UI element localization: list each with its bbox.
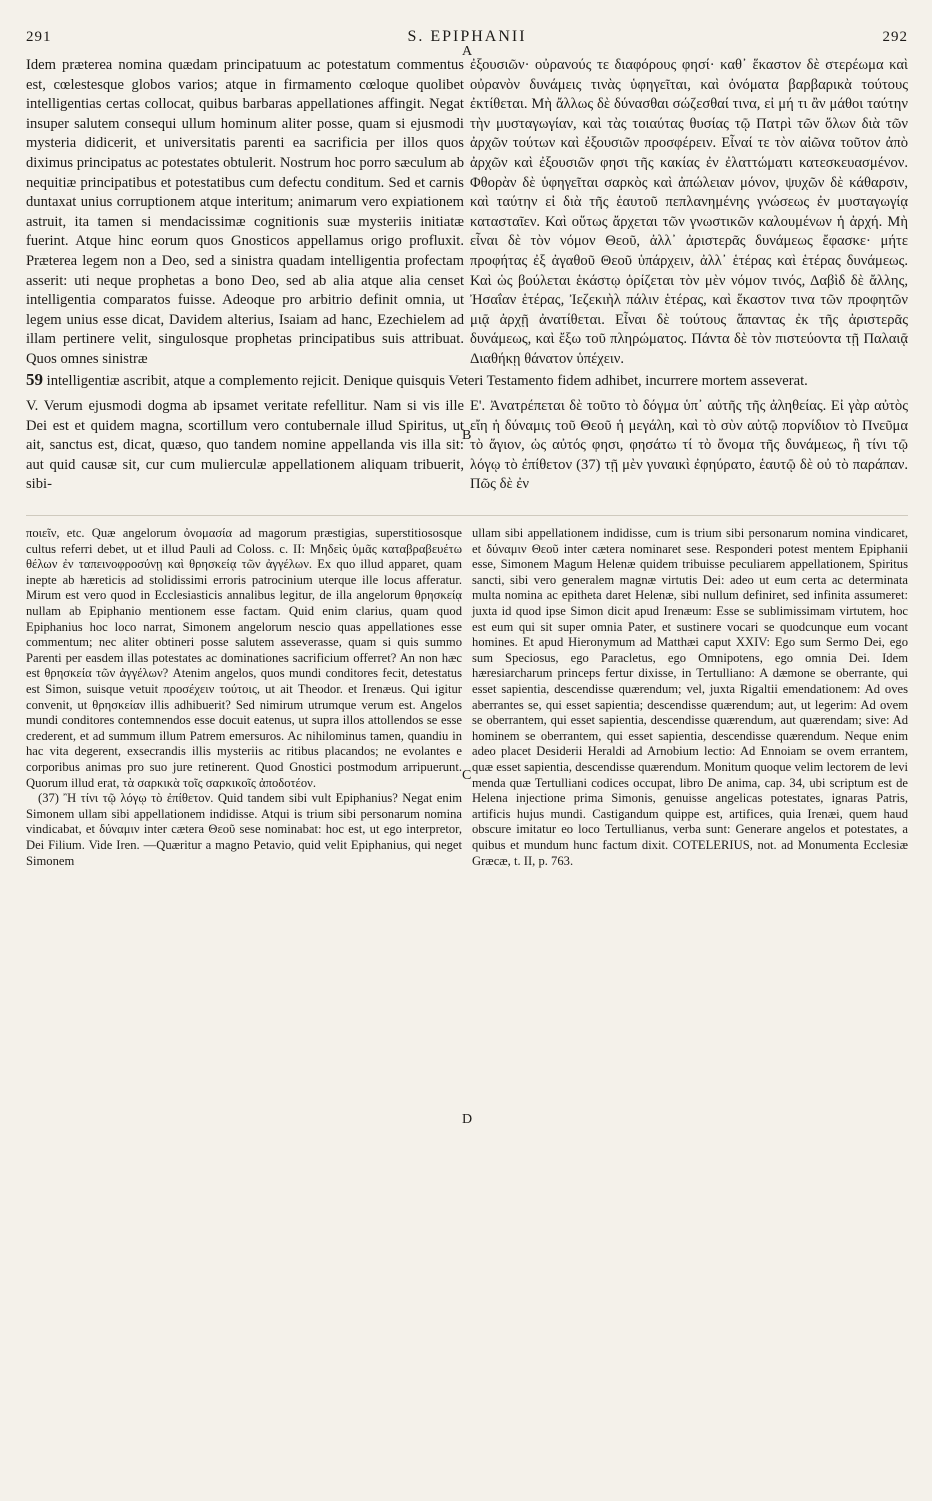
continuation-line (26, 370, 908, 392)
page-number-right: 292 (882, 29, 908, 45)
page-number-left: 291 (26, 29, 52, 45)
footnotes-right-column (472, 526, 908, 869)
greek-column (470, 56, 908, 370)
footnote-37: (37) Ἢ τίνι τῷ λόγῳ τὸ ἐπίθετον. Quid tandem sibi vult Epiphanius? Negat enim Simonem ullam sibi appellationem indidisse. Atqui is trium sibi personarum nomina vindicabat, et δύναμιν inter cætera Θεοῦ sese nominabat: hoc est, ut ego interpretor, Dei Filium. Vide Iren. —Quæritur a magno Petavio, quid velit Epiphanius, qui neget Simonem (26, 791, 462, 868)
page-marker: 59 (26, 369, 43, 389)
continuation-text: intelligentiæ ascribit, atque a complemento rejicit. Denique quisquis Veteri Testamento fidem adhibet, incurrere mortem asseverat. (46, 372, 808, 389)
greek-section-v-text: Ε'. Ἀνατρέπεται δὲ τοῦτο τὸ δόγμα ὑπ᾽ αὐτῆς τῆς ἀληθείας. Εἰ γὰρ αὐτὸς εἴη ἡ δύναμις τοῦ Θεοῦ ἡ μεγάλη, καὶ τὸ σὺν αὐτῷ πορνίδιον τὸ Πνεῦμα τὸ ἅγιον, ὡς αὐτός φησι, φησάτω τί τὸ ὄνομα τῆς δυνάμεως, ἢ τίνι τῷ λόγῳ τὸ ἐπίθετον (37) τῇ μὲν γυναικὶ ἐφηύρατο, ἑαυτῷ δὲ οὐ τὸ παράπαν. Πῶς δὲ ἐν (470, 398, 908, 493)
running-title: S. EPIPHANII (407, 28, 527, 45)
greek-paragraph: ἐξουσιῶν· οὐρανούς τε διαφόρους φησί· καθ᾽ ἕκαστον δὲ στερέωμα καὶ οὐρανὸν δυνάμεις τινὰς ὑφηγεῖται, καὶ ὀνόματα βαρβαρικὰ τούτους ἐκτίθεται. Μὴ ἄλλως δὲ δύνασθαι σώζεσθαί τινα, εἰ μή τι ἂν μάθοι ταύτην τὴν μυσταγωγίαν, καὶ τὰς τοιαύτας θυσίας τῷ Πατρὶ τῶν ὅλων διὰ τῶν ἀρχῶν τούτων καὶ ἐξουσιῶν προσφέρειν. Εἶναί τε τὸν αἰῶνα τοῦτον ἀπὸ ἀρχῶν καὶ ἐξουσιῶν φησι τῆς κακίας ἐν ἐλαττώματι κατεσκευασμένον. Φθορὰν δὲ ὑφηγεῖται σαρκὸς καὶ ἀπώλειαν μόνον, ψυχῶν δὲ κάθαρσιν, καὶ ταύτην εἰ διὰ τῆς ἑαυτοῦ πεπλανημένης γνώσεως ἐν μυσταγωγίᾳ κατασταῖεν. Καὶ οὕτως ἄρχεται τῶν γνωστικῶν καλουμένων ἡ ἀρχή. Μὴ εἶναι δὲ τὸν νόμον Θεοῦ, ἀλλ᾽ ἀριστερᾶς δυνάμεως ἔφασκε· μήτε προφήτας ἐξ ἀγαθοῦ Θεοῦ ὑπάρχειν, ἀλλ᾽ ἑτέρας καὶ ἑτέρας δυνάμεως. Καὶ ὡς βούλεται ἑκάστῳ ὁρίζεται τὸν μὲν νόμον τινός, Δαβὶδ δὲ ἄλλης, Ἠσαΐαν ἑτέρας, Ἰεζεκιὴλ πάλιν ἑτέρας, καὶ ἕκαστον τινα τῶν προφητῶν μιᾷ ἀρχῇ ἀνατίθεται. Εἶναι δὲ τούτους ἅπαντας ἐκ τῆς ἀριστερᾶς δυνάμεως, καὶ ἔξω τοῦ πληρώματος. Πάντα δὲ τὸν πιστεύοντα τῇ Παλαιᾷ Διαθήκῃ θάνατον ὑπέχειν. (470, 57, 908, 367)
margin-letter-a: A (462, 44, 473, 59)
margin-letter-d: D (462, 1112, 473, 1127)
latin-section-v (26, 397, 464, 495)
footnotes (26, 515, 908, 869)
margin-letter-c: C (462, 768, 472, 783)
section-v-columns (26, 397, 908, 495)
footnote-paragraph: ποιεῖν, etc. Quæ angelorum ὀνομασία ad magorum præstigias, superstitiososque cultus referri debet, ut et illud Pauli ad Coloss. c. II: Μηδεὶς ὑμᾶς καταβραβευέτω θέλων ἐν ταπεινοφροσύνῃ καὶ θρησκείᾳ τῶν ἀγγέλων. Ex quo illud apparet, quam inepte ab hæreticis ad stolidissimi erroris patrocinium uterque ille locus afferatur. Mirum est vero quod in Ecclesiasticis annalibus legitur, de illa angelorum θρησκείᾳ nullam ab Epiphanio mentionem esse factam. Quid enim clarius, quam quod Epiphanius hoc loco narrat, Simonem angelorum nescio quas appellationes esse commentum; nec aliter obtineri posse salutem asseverasse, quam si quis summo Parenti per easdem illas potestates ac dominationes sacrificium offerret? An non hæc est θρησκεία τῶν ἀγγέλων? Atenim angelos, quos mundi conditores fecit, detestatus est Simon, suisque vetuit προσέχειν τούτοις, ut ait Theodor. et Irenæus. Qui igitur convenit, ut θρησκείαν illis adhibuerit? Sed nimirum utrumque verum est. Angelos mundi conditores contemnendos esse docuit eatenus, ut supra illos attollendos se esse crederent, et ad summum illum Patrem emersuros. Ac nihilominus tamen, quandiu in hac vita degerent, exsecrandis illis mysteriis ac ritibus placandos; ne evolantes e corporibus animas pro suo jure retinerent. Quod Gnostici postmodum arripuerunt. Quorum illud erat, τὰ σαρκικὰ τοῖς σαρκικοῖς ἀποδοτέον. (26, 526, 462, 790)
margin-letter-b: B (462, 428, 472, 443)
main-text-columns (26, 56, 908, 370)
latin-section-v-text: V. Verum ejusmodi dogma ab ipsamet veritate refellitur. Nam si vis ille Dei est et quidem magna, scortillum vero contubernale illud Spiritus, ut ait, sanctus est, dicat, quæso, quo tandem nomine appellanda vis illa sit: aut quid causæ sit, cur cum mulierculæ appellationem aliquam tribuerit, sibi- (26, 398, 464, 493)
latin-column (26, 56, 464, 370)
footnote-paragraph-continued: ullam sibi appellationem indidisse, cum is trium sibi personarum nomina vindicaret, et δύναμιν Θεοῦ inter cætera nominaret sese. Responderi potest mentem Epiphanii esse, Simonem Magum Helenæ quidem tribuisse peculiarem appellationem, Spiritus sancti, sibi vero generalem magnæ virtutis Dei: adeo ut eum certa ac determinata multa nomina ac epitheta daret Helenæ, sibi nullum definiret, sed infinita assumeret: juxta id quod ipse Simon dicit apud Irenæum: Esse se sublimissimam virtutem, hoc est eum qui sit super omnia Pater, et sustinere vocari se quodcunque eum vocant homines. Et apud Hieronymum ad Matthæi caput XXIV: Ego sum Sermo Dei, ego sum Speciosus, ego Paracletus, ego Omnipotens, ego omnia Dei. Idem hæresiarcharum princeps fertur dixisse, in Tertulliano: A dæmone se oberrante, qui esset sapientia, descendisse quærendum; vel, juxta Rigaltii emendationem: Ad oves aberrantes se, qui esset sapientia; descendisse quærendum; aut, ut legerim: Ad ovem se oberrantem, qui esset sapientia, descendisse quærendum, aut quærendam; sive: Ad hominem se oberrantem, qui esset sapientia, descendisse quærendum. Neque enim adeo placet Desiderii Heraldi ad Arnobium lectio: Ad Ennoiam se ovem errantem, quæ esset sapientia, descendisse quærendum. Monitum quoque velim lectorem de levi menda quæ Tertulliani codices occupat, libro De anima, cap. 34, ubi scriptum est de Helena injectione prima Simonis, genuisse angelicas potestates, ignaras Patris, artificis hujus mundi. Castigandum quippe est, artifices, quia Irenæi, quem haud obscure imitatur eo loco Tertullianus, verba sunt: Generare angelos et potestates, a quibus et mundum hunc factum dixit. COTELERIUS, not. ad Monumenta Ecclesiæ Græcæ, t. II, p. 763. (472, 526, 908, 868)
footnotes-left-column (26, 526, 462, 869)
latin-paragraph: Idem præterea nomina quædam principatuum ac potestatum commentus est, cœlestesque globos varios; atque in firmamento cœloque quolibet intelligentias certas collocat, quibus barbaras appellationes affingit. Negat insuper salutem consequi ullum hominum aliter posse, quam si ejusmodi mysteria didicerit, et universitatis parenti ea sacrificia per illos quos diximus principatus ac potestates obtulerit. Nostrum hoc porro sæculum ab nequitiæ principatibus et potestatibus cum defectu conditum. Sed et carnis duntaxat unius corruptionem atque interitum; animarum vero expiationem astruit, ita tamen si mendacissimæ cognitionis suæ mysteriis initiatæ fuerint. Atque hinc eorum quos Gnosticos appellamus origo profluxit. Præterea legem non a Deo, sed a sinistra quadam intelligentia profectam asserit: uti neque prophetas a bono Deo, sed ab alia atque alia censet intelligentia comparatos fuisse. Adeoque pro arbitrio definit omnia, ut legem unius esse dicat, Davidem alterius, Isaiam ad hanc, Ezechielem ad illam pertinere velit, singulosque prophetas principatibus suis attribuat. Quos omnes sinistræ (26, 57, 464, 367)
greek-section-v (470, 397, 908, 495)
